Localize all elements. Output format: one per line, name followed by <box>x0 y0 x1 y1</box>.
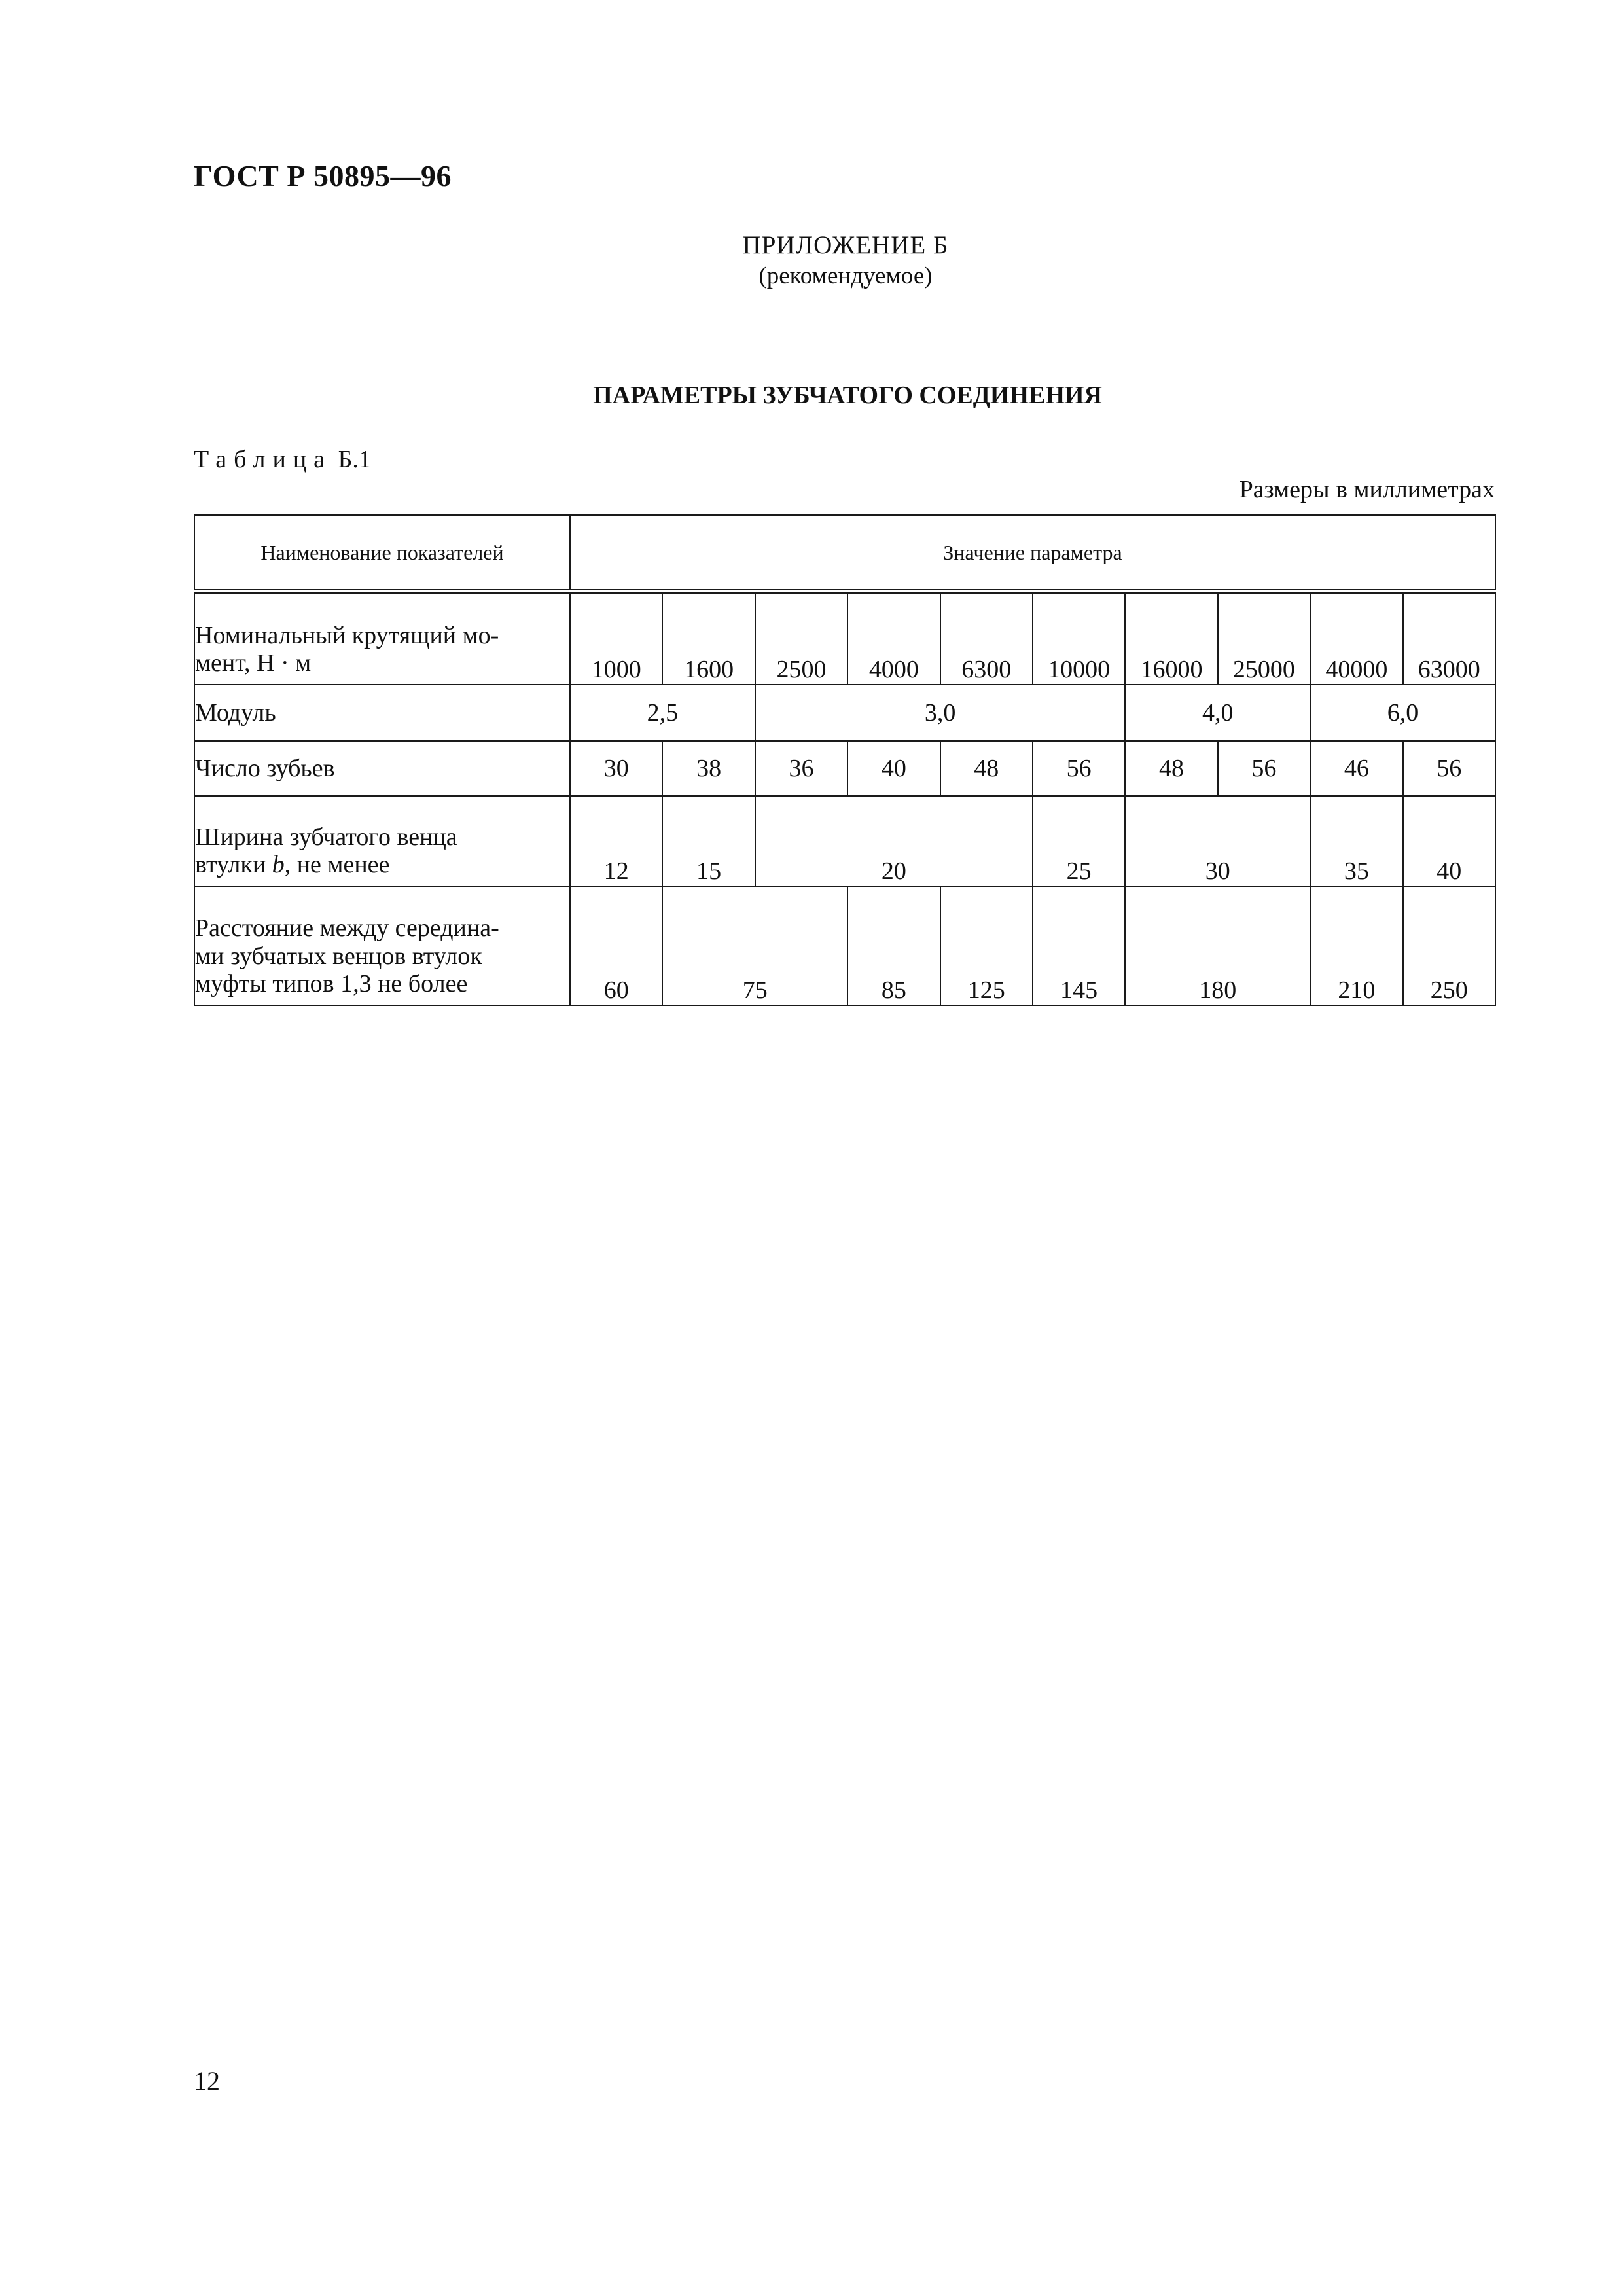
table-cell: 25 <box>1033 796 1125 886</box>
row-label-line: муфты типов 1,3 не более <box>195 970 468 998</box>
table-cell: 145 <box>1033 886 1125 1005</box>
row-label-part: , не менее <box>284 851 390 879</box>
table-row-teeth-count <box>194 741 1495 796</box>
table-label-word: Таблица <box>194 446 332 473</box>
table-cell: 4000 <box>847 592 940 685</box>
table-label-number: Б.1 <box>338 446 371 473</box>
row-label-line: Расстояние между середина- <box>195 914 499 942</box>
table-cell: 180 <box>1125 886 1310 1005</box>
row-label-module: Модуль <box>194 685 570 741</box>
table-cell: 48 <box>940 741 1033 796</box>
table-row-ring-width <box>194 796 1495 886</box>
table-cell: 48 <box>1125 741 1217 796</box>
header-value-column: Значение параметра <box>570 515 1495 592</box>
table-cell: 30 <box>1125 796 1310 886</box>
row-label-nominal-torque <box>194 592 570 685</box>
page-number: 12 <box>194 2066 220 2096</box>
table-cell: 40 <box>1403 796 1495 886</box>
table-cell: 56 <box>1403 741 1495 796</box>
table-cell: 36 <box>755 741 847 796</box>
table-cell: 15 <box>662 796 755 886</box>
table-cell: 6,0 <box>1310 685 1495 741</box>
variable-b: b <box>272 851 285 879</box>
row-label-line: ми зубчатых венцов втулок <box>195 942 482 970</box>
units-note: Размеры в миллиметрах <box>1239 476 1495 503</box>
appendix-subtitle: (рекомендуемое) <box>758 262 933 289</box>
table-cell: 125 <box>940 886 1033 1005</box>
table-cell: 16000 <box>1125 592 1217 685</box>
table-cell: 85 <box>847 886 940 1005</box>
table-cell: 1000 <box>570 592 662 685</box>
table-cell: 56 <box>1033 741 1125 796</box>
section-title: ПАРАМЕТРЫ ЗУБЧАТОГО СОЕДИНЕНИЯ <box>593 382 1102 409</box>
parameters-table <box>194 514 1496 1006</box>
table-row-nominal-torque <box>194 592 1495 685</box>
table-cell: 30 <box>570 741 662 796</box>
table-cell: 63000 <box>1403 592 1495 685</box>
table-cell: 40000 <box>1310 592 1402 685</box>
table-row-ring-distance <box>194 886 1495 1005</box>
row-label-part: втулки <box>195 851 272 879</box>
table-cell: 25000 <box>1218 592 1310 685</box>
table-cell: 60 <box>570 886 662 1005</box>
table-cell: 6300 <box>940 592 1033 685</box>
table-cell: 40 <box>847 741 940 796</box>
table-cell: 46 <box>1310 741 1402 796</box>
row-label-ring-distance <box>194 886 570 1005</box>
table-cell: 3,0 <box>755 685 1126 741</box>
table-cell: 2,5 <box>570 685 755 741</box>
table-cell: 210 <box>1310 886 1402 1005</box>
table-cell: 75 <box>662 886 847 1005</box>
row-label-ring-width <box>194 796 570 886</box>
table-cell: 2500 <box>755 592 847 685</box>
table-row-module <box>194 685 1495 741</box>
table-header-row <box>194 515 1495 592</box>
table-cell: 1600 <box>662 592 755 685</box>
table-cell: 250 <box>1403 886 1495 1005</box>
table-cell: 4,0 <box>1125 685 1310 741</box>
row-label-line: Ширина зубчатого венца <box>195 823 457 851</box>
table-cell: 38 <box>662 741 755 796</box>
table-cell: 20 <box>755 796 1033 886</box>
row-label-line: мент, Н · м <box>195 649 312 677</box>
table-label <box>194 445 371 474</box>
appendix-title: ПРИЛОЖЕНИЕ Б <box>742 231 949 259</box>
header-name-column: Наименование показателей <box>194 515 570 592</box>
table-cell: 12 <box>570 796 662 886</box>
table-cell: 56 <box>1218 741 1310 796</box>
table-cell: 35 <box>1310 796 1402 886</box>
row-label-line: Номинальный крутящий мо- <box>195 621 499 649</box>
row-label-teeth-count: Число зубьев <box>194 741 570 796</box>
table-cell: 10000 <box>1033 592 1125 685</box>
document-code-header: ГОСТ Р 50895—96 <box>194 159 452 192</box>
